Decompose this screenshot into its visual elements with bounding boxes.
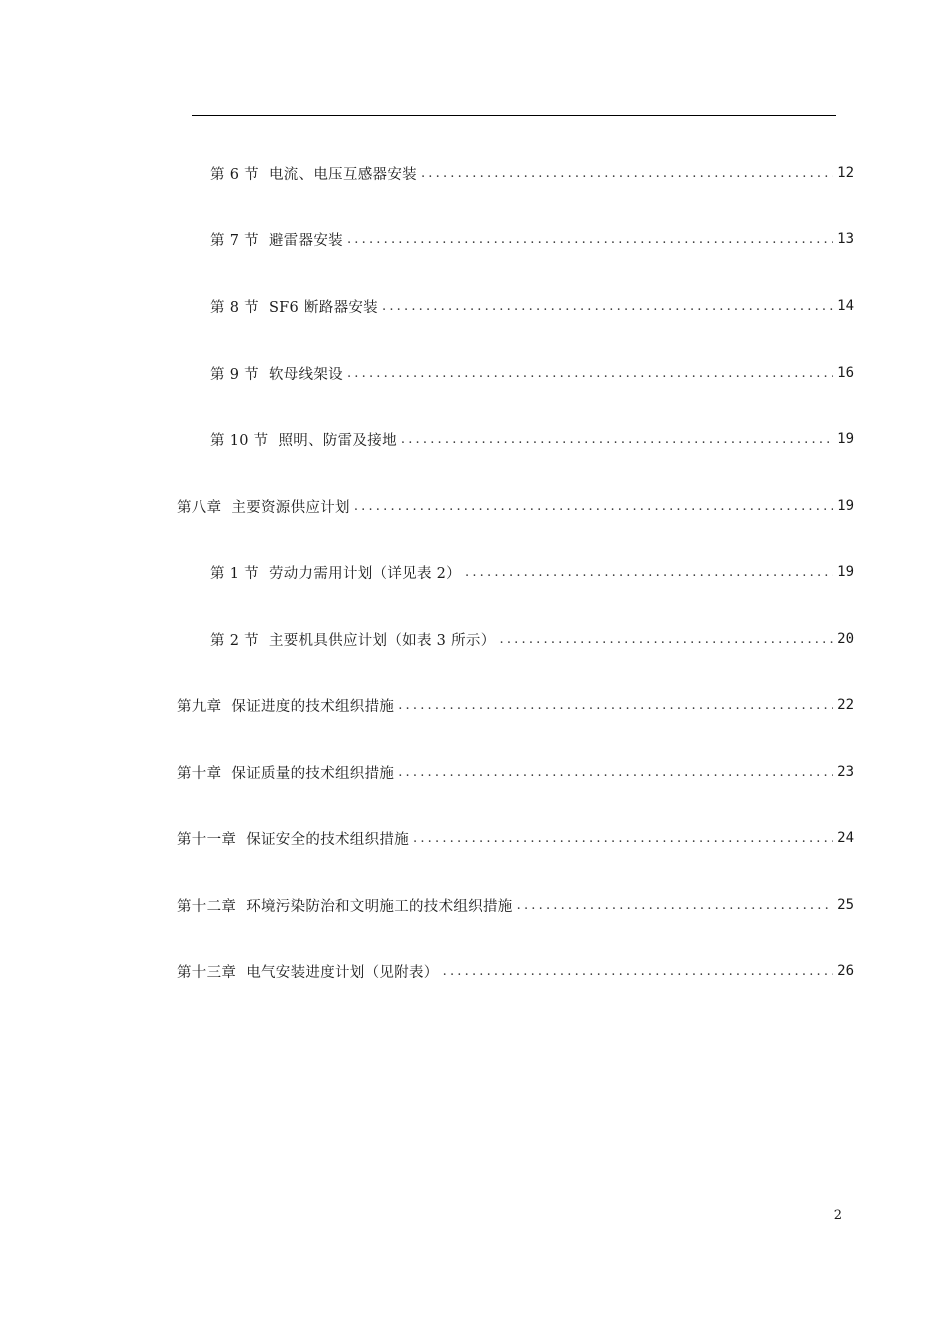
toc-entry-label: 第 10 节 bbox=[210, 432, 269, 449]
toc-entry-title: 保证进度的技术组织措施 bbox=[231, 698, 395, 715]
toc-entry[interactable] bbox=[210, 628, 854, 650]
toc-entry-page: 19 bbox=[837, 498, 854, 514]
toc-entry-label: 第九章 bbox=[177, 698, 222, 715]
toc-entry-label: 第 7 节 bbox=[210, 232, 259, 249]
toc-entry-title: SF6 断路器安装 bbox=[268, 299, 378, 316]
toc-entry[interactable] bbox=[210, 228, 854, 250]
toc-entry-title: 照明、防雷及接地 bbox=[278, 432, 397, 449]
toc-entry-label: 第八章 bbox=[177, 499, 222, 516]
toc-entry-page: 23 bbox=[837, 764, 854, 780]
toc-leader-dots bbox=[354, 499, 833, 514]
toc-entry-label: 第 6 节 bbox=[210, 166, 259, 183]
toc-entry[interactable] bbox=[210, 428, 854, 450]
toc-entry-page: 25 bbox=[837, 897, 854, 913]
toc-entry-title: 劳动力需用计划（详见表 2） bbox=[268, 565, 461, 582]
toc-entry-label: 第十章 bbox=[177, 765, 222, 782]
toc-entry-page: 22 bbox=[837, 697, 854, 713]
toc-leader-dots bbox=[398, 765, 833, 780]
toc-leader-dots bbox=[347, 232, 833, 247]
toc-entry-label: 第十三章 bbox=[177, 964, 237, 981]
toc-entry-page: 13 bbox=[837, 231, 854, 247]
toc-entry-label: 第 8 节 bbox=[210, 299, 259, 316]
toc-leader-dots bbox=[347, 366, 833, 381]
toc-entry-title: 环境污染防治和文明施工的技术组织措施 bbox=[246, 898, 513, 915]
toc-entry[interactable] bbox=[177, 894, 854, 916]
toc-leader-dots bbox=[500, 632, 834, 647]
toc-entry-title: 电气安装进度计划（见附表） bbox=[246, 964, 439, 981]
toc-entry-page: 19 bbox=[837, 564, 854, 580]
toc-entry-label: 第 2 节 bbox=[210, 632, 259, 649]
toc-entry-label: 第十一章 bbox=[177, 831, 237, 848]
toc-entry-title: 主要机具供应计划（如表 3 所示） bbox=[268, 632, 496, 649]
toc-leader-dots bbox=[382, 299, 833, 314]
toc-leader-dots bbox=[465, 565, 833, 580]
toc-entry-page: 19 bbox=[837, 431, 854, 447]
toc-entry-title: 保证质量的技术组织措施 bbox=[231, 765, 395, 782]
toc-entry-page: 20 bbox=[837, 631, 854, 647]
toc-entry[interactable] bbox=[210, 561, 854, 583]
toc-entry[interactable] bbox=[210, 295, 854, 317]
toc-leader-dots bbox=[443, 964, 834, 979]
toc-entry-page: 26 bbox=[837, 963, 854, 979]
toc-leader-dots bbox=[401, 432, 833, 447]
toc-entry[interactable] bbox=[177, 495, 854, 517]
toc-entry[interactable] bbox=[210, 162, 854, 184]
toc-entry-page: 12 bbox=[837, 165, 854, 181]
toc-entry-title: 主要资源供应计划 bbox=[231, 499, 350, 516]
toc-leader-dots bbox=[413, 831, 833, 846]
toc-entry-label: 第 1 节 bbox=[210, 565, 259, 582]
toc-entry-page: 24 bbox=[837, 830, 854, 846]
toc-leader-dots bbox=[398, 698, 833, 713]
toc-entry[interactable] bbox=[210, 362, 854, 384]
toc-entry[interactable] bbox=[177, 827, 854, 849]
toc-leader-dots bbox=[517, 898, 834, 913]
toc-entry-title: 电流、电压互感器安装 bbox=[268, 166, 417, 183]
toc-leader-dots bbox=[421, 166, 833, 181]
toc-entry-page: 14 bbox=[837, 298, 854, 314]
toc-entry-label: 第 9 节 bbox=[210, 366, 259, 383]
toc-entry[interactable] bbox=[177, 694, 854, 716]
toc-entry-title: 避雷器安装 bbox=[268, 232, 343, 249]
toc-entry-page: 16 bbox=[837, 365, 854, 381]
toc-entry-label: 第十二章 bbox=[177, 898, 237, 915]
toc-entry[interactable] bbox=[177, 960, 854, 982]
page-number: 2 bbox=[833, 1208, 842, 1223]
toc-entry-title: 软母线架设 bbox=[268, 366, 343, 383]
toc-entry-title: 保证安全的技术组织措施 bbox=[246, 831, 410, 848]
header-rule bbox=[192, 115, 836, 116]
toc-entry[interactable] bbox=[177, 761, 854, 783]
